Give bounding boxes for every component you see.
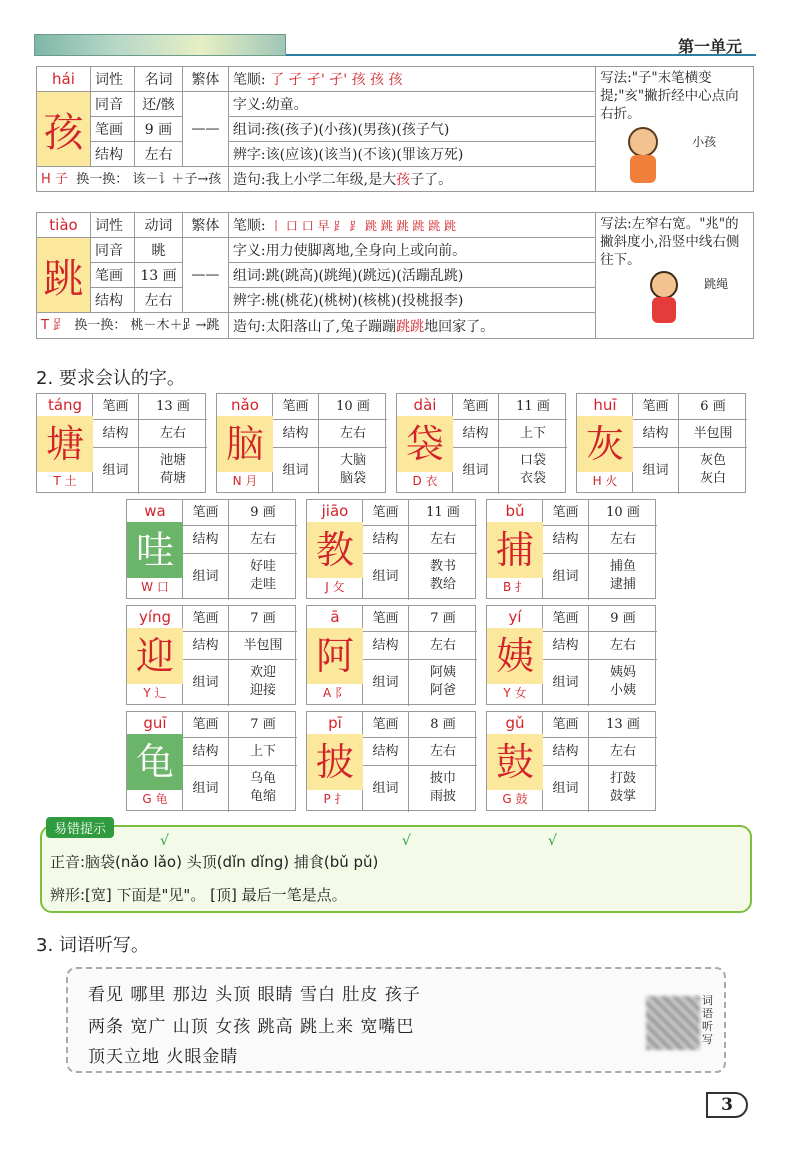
card-index [577, 470, 633, 492]
card-label: 结构 [543, 632, 589, 659]
card-label: 组词 [543, 554, 589, 600]
card-pinyin: guī [143, 714, 167, 732]
card-row-strokes [363, 712, 477, 738]
index-letter: T [41, 318, 49, 333]
card-pinyin: yíng [138, 608, 172, 626]
card-row-words [453, 448, 567, 494]
card-index [307, 682, 363, 704]
card-label: 笔画 [543, 712, 589, 737]
dictation-line: 两条 宽广 山顶 女孩 跳高 跳上来 宽嘴巴 [88, 1017, 415, 1037]
card-left [487, 712, 543, 810]
char-table-tiao [36, 212, 754, 339]
word-group: 组词:跳(跳高)(跳绳)(跳远)(活蹦乱跳) [228, 263, 595, 288]
card-left [577, 394, 633, 492]
sentence: 造句:太阳落山了,兔子蹦蹦 [232, 318, 397, 335]
stroke-order: 了 孑 孑' 孑' 孩 孩 孩 [270, 72, 403, 88]
card-value: 左右 [159, 426, 186, 441]
card-row-strokes [453, 394, 567, 420]
memory-rule: 桃－木＋𧾷→跳 [130, 318, 220, 333]
memory-label: 换一换： [76, 171, 129, 187]
char-card [396, 393, 566, 493]
shape-tip: 辨形:[宽] 下面是"见"。 [顶] 最后一笔是点。 [50, 886, 347, 904]
card-index-radical: 火 [605, 474, 618, 488]
card-character: 龟 [127, 734, 183, 790]
card-character: 袋 [397, 416, 453, 472]
card-row-strokes [543, 606, 657, 632]
card-index-letter: N [232, 474, 242, 488]
card-left [397, 394, 453, 492]
char-card [576, 393, 746, 493]
writing-tip: 写法:左窄右宽。"兆"的撇斜度小,沿竖中线右侧往下。 [600, 216, 740, 268]
qr-label: 词语听写 [702, 994, 713, 1046]
card-value: 口袋 衣袋 [519, 453, 546, 486]
card-value: 7 画 [250, 717, 276, 732]
card-row-structure [543, 738, 657, 766]
card-label: 组词 [183, 660, 229, 706]
card-value: 10 画 [336, 399, 370, 414]
card-index-letter: H [592, 474, 602, 488]
card-row-structure [633, 420, 747, 448]
card-row-words [183, 660, 297, 706]
card-index-letter: T [53, 474, 61, 488]
card-label: 笔画 [183, 712, 229, 737]
card-row-strokes [633, 394, 747, 420]
card-label: 笔画 [183, 500, 229, 525]
card-value: 上下 [519, 426, 546, 441]
label: 笔顺: [232, 218, 266, 234]
section-title-dictation: 3. 词语听写。 [36, 935, 149, 956]
pronunciation-tip: 正音:脑袋(nǎo lǎo) 头顶(dǐn dǐng) 捕食(bǔ pǔ) [50, 853, 379, 871]
card-label: 组词 [273, 448, 319, 494]
card-row-words [183, 554, 297, 600]
card-value: 左右 [429, 744, 456, 759]
stroke-order: 丨 口 口 早 ⻊ ⻊ 跳 跳 跳 跳 跳 跳 [270, 219, 457, 233]
card-pinyin: pī [328, 714, 342, 732]
distinguish: 辨字:该(应该)(该当)(不该)(罪该万死) [228, 142, 595, 167]
card-index-letter: D [412, 474, 422, 488]
card-label: 笔画 [633, 394, 679, 419]
card-value: 半包围 [693, 426, 733, 441]
card-label: 结构 [273, 420, 319, 447]
card-label: 结构 [543, 738, 589, 765]
big-character: 跳 [37, 238, 91, 313]
card-row-words [543, 554, 657, 600]
card-index-radical: 扌 [515, 580, 528, 594]
label: 词性 [90, 213, 134, 238]
check-mark: √ [548, 833, 557, 849]
card-row-structure [363, 632, 477, 660]
card-value: 左右 [339, 426, 366, 441]
card-index-letter: J [325, 580, 329, 594]
card-index-letter: P [323, 792, 331, 806]
card-row-strokes [363, 606, 477, 632]
card-character: 迎 [127, 628, 183, 684]
index-radical: 𧾷 [53, 318, 67, 333]
card-index-radical: 衣 [425, 474, 438, 488]
card-index [127, 682, 183, 704]
card-row-structure [93, 420, 207, 448]
card-label: 结构 [453, 420, 499, 447]
label: 笔画 [90, 117, 134, 142]
card-index-radical: 鼓 [515, 792, 528, 806]
value: 左右 [134, 142, 182, 167]
card-row-strokes [183, 712, 297, 738]
card-label: 组词 [633, 448, 679, 494]
writing-note [596, 213, 754, 339]
card-value: 左右 [609, 638, 636, 653]
card-label: 笔画 [543, 500, 589, 525]
value: 眺 [134, 238, 182, 263]
card-row-words [363, 660, 477, 706]
card-label: 结构 [633, 420, 679, 447]
section-title-recognize: 2. 要求会认的字。 [36, 368, 185, 389]
card-value: 大脑 脑袋 [339, 453, 366, 486]
card-index [307, 788, 363, 810]
card-row-structure [273, 420, 387, 448]
card-character: 阿 [307, 628, 363, 684]
card-row-words [93, 448, 207, 494]
char-card [306, 711, 476, 811]
card-character: 姨 [487, 628, 543, 684]
memory-tip [37, 313, 229, 339]
card-pinyin: huī [593, 396, 617, 414]
card-value: 13 画 [606, 717, 640, 732]
card-index [487, 576, 543, 598]
card-label: 结构 [363, 632, 409, 659]
card-pinyin: dài [413, 396, 437, 414]
card-index-radical: 女 [514, 686, 527, 700]
card-index [397, 470, 453, 492]
char-card [126, 605, 296, 705]
card-label: 笔画 [363, 500, 409, 525]
label: 笔顺: [232, 72, 266, 88]
card-row-structure [363, 526, 477, 554]
card-row-words [633, 448, 747, 494]
card-value: 左右 [609, 532, 636, 547]
card-index-letter: A [322, 686, 332, 700]
big-character: 孩 [37, 92, 91, 167]
card-value: 左右 [249, 532, 276, 547]
card-row-structure [543, 632, 657, 660]
label: 结构 [90, 288, 134, 313]
card-index-radical: 土 [64, 474, 77, 488]
card-value: 披巾 雨披 [429, 771, 456, 804]
page-number: 3 [706, 1092, 748, 1118]
card-index-radical: 龟 [155, 792, 168, 806]
card-value: 11 画 [426, 505, 460, 520]
index-letter: H [41, 171, 51, 187]
card-index-letter: G [142, 792, 152, 806]
value: 13 画 [134, 263, 182, 288]
card-value: 左右 [429, 638, 456, 653]
picture-caption: 跳绳 [704, 277, 729, 291]
unit-title: 第一单元 [677, 37, 742, 56]
card-row-structure [543, 526, 657, 554]
card-index-letter: B [502, 580, 512, 594]
card-label: 组词 [453, 448, 499, 494]
qr-code[interactable] [646, 996, 700, 1050]
label: 笔画 [90, 263, 134, 288]
card-index-radical: 月 [245, 474, 258, 488]
card-value: 好哇 走哇 [249, 559, 276, 592]
char-card [306, 605, 476, 705]
child-body-illustration [630, 155, 656, 183]
card-label: 笔画 [363, 712, 409, 737]
card-left [307, 606, 363, 704]
card-index [37, 470, 93, 492]
card-row-strokes [363, 500, 477, 526]
value: 名词 [134, 67, 182, 92]
picture-caption: 小孩 [692, 135, 717, 149]
child-illustration [628, 127, 658, 157]
card-value: 捕鱼 逮捕 [609, 559, 636, 592]
pinyin: tiào [37, 213, 91, 238]
card-label: 组词 [363, 554, 409, 600]
card-index-radical: 辶 [154, 686, 167, 700]
card-row-strokes [93, 394, 207, 420]
card-label: 结构 [183, 526, 229, 553]
distinguish: 辨字:桃(桃花)(桃树)(核桃)(投桃报李) [228, 288, 595, 313]
card-value: 13 画 [156, 399, 190, 414]
card-row-structure [183, 738, 297, 766]
card-pinyin: wa [144, 502, 166, 520]
card-pinyin: yí [508, 608, 522, 626]
card-pinyin: bǔ [505, 502, 525, 520]
card-left [487, 606, 543, 704]
meaning: 字义:幼童。 [228, 92, 595, 117]
card-character: 教 [307, 522, 363, 578]
card-row-strokes [183, 606, 297, 632]
card-label: 笔画 [453, 394, 499, 419]
card-index-radical: 阝 [335, 686, 348, 700]
card-row-words [363, 766, 477, 812]
card-pinyin: ā [330, 608, 340, 626]
sentence-end: 地回家了。 [424, 318, 495, 335]
card-index-letter: G [502, 792, 512, 806]
memory-label: 换一换： [74, 318, 127, 333]
card-character: 披 [307, 734, 363, 790]
card-value: 9 画 [250, 505, 276, 520]
card-label: 结构 [363, 526, 409, 553]
card-value: 8 画 [430, 717, 456, 732]
card-left [127, 500, 183, 598]
card-index [127, 576, 183, 598]
char-card [216, 393, 386, 493]
card-index-radical: 扌 [334, 792, 347, 806]
card-pinyin: gǔ [505, 714, 525, 732]
memory-rule: 该－讠＋子→孩 [132, 171, 222, 187]
card-character: 哇 [127, 522, 183, 578]
girl-body-illustration [652, 297, 676, 323]
card-row-words [543, 766, 657, 812]
card-left [217, 394, 273, 492]
card-row-strokes [183, 500, 297, 526]
card-pinyin: jiāo [321, 502, 349, 520]
card-label: 结构 [93, 420, 139, 447]
card-left [127, 712, 183, 810]
card-left [127, 606, 183, 704]
meaning: 字义:用力使脚离地,全身向上或向前。 [228, 238, 595, 263]
char-card [306, 499, 476, 599]
value: —— [182, 238, 228, 313]
card-index [217, 470, 273, 492]
writing-tip: 写法:"子"末笔横变提;"亥"撇折经中心点向右折。 [600, 70, 739, 122]
value: 左右 [134, 288, 182, 313]
card-label: 组词 [363, 766, 409, 812]
label: 同音 [90, 92, 134, 117]
girl-illustration [650, 271, 678, 299]
card-index-letter: W [141, 580, 154, 594]
label: 词性 [90, 67, 134, 92]
card-left [487, 500, 543, 598]
sentence-highlight: 孩 [396, 172, 411, 188]
card-label: 结构 [543, 526, 589, 553]
index-radical: 子 [54, 171, 68, 187]
sentence: 造句:我上小学二年级,是大 [232, 172, 397, 188]
card-label: 结构 [183, 632, 229, 659]
card-index-radical: 口 [156, 580, 169, 594]
card-value: 7 画 [430, 611, 456, 626]
card-left [37, 394, 93, 492]
char-card [126, 499, 296, 599]
card-index-letter: Y [503, 686, 511, 700]
char-card [486, 605, 656, 705]
card-row-words [183, 766, 297, 812]
card-left [307, 712, 363, 810]
sentence-highlight: 跳跳 [396, 318, 425, 335]
card-value: 半包围 [243, 638, 283, 653]
card-label: 组词 [543, 660, 589, 706]
card-index [487, 682, 543, 704]
card-row-strokes [543, 712, 657, 738]
card-label: 组词 [183, 766, 229, 812]
value: 动词 [134, 213, 182, 238]
card-character: 鼓 [487, 734, 543, 790]
card-value: 左右 [609, 744, 636, 759]
card-value: 阿姨 阿爸 [429, 665, 456, 698]
card-label: 笔画 [363, 606, 409, 631]
header-banner-image [34, 34, 286, 56]
card-character: 脑 [217, 416, 273, 472]
card-index [307, 576, 363, 598]
card-label: 笔画 [543, 606, 589, 631]
card-label: 组词 [93, 448, 139, 494]
card-index-radical: 攵 [332, 580, 345, 594]
card-label: 组词 [543, 766, 589, 812]
card-row-words [273, 448, 387, 494]
dictation-line: 看见 哪里 那边 头顶 眼睛 雪白 肚皮 孩子 [88, 985, 421, 1005]
card-value: 打鼓 鼓掌 [609, 771, 636, 804]
card-value: 乌龟 龟缩 [249, 771, 276, 804]
dictation-line: 顶天立地 火眼金睛 [88, 1047, 239, 1067]
card-row-structure [183, 526, 297, 554]
label: 同音 [90, 238, 134, 263]
char-card [36, 393, 206, 493]
card-character: 捕 [487, 522, 543, 578]
memory-tip [37, 167, 229, 192]
card-row-structure [453, 420, 567, 448]
value: 9 画 [134, 117, 182, 142]
card-left [307, 500, 363, 598]
label: 繁体 [182, 213, 228, 238]
card-row-structure [363, 738, 477, 766]
card-character: 灰 [577, 416, 633, 472]
card-value: 欢迎 迎接 [249, 665, 276, 698]
sentence-end: 子了。 [410, 172, 453, 188]
card-index [487, 788, 543, 810]
char-table-hai [36, 66, 754, 192]
card-index-letter: Y [143, 686, 151, 700]
card-row-strokes [543, 500, 657, 526]
card-label: 笔画 [183, 606, 229, 631]
card-label: 结构 [363, 738, 409, 765]
card-row-words [543, 660, 657, 706]
word-group: 组词:孩(孩子)(小孩)(男孩)(孩子气) [228, 117, 595, 142]
card-value: 7 画 [250, 611, 276, 626]
writing-note [596, 67, 754, 192]
card-value: 教书 教给 [429, 559, 456, 592]
card-label: 笔画 [93, 394, 139, 419]
card-label: 组词 [363, 660, 409, 706]
card-value: 池塘 荷塘 [159, 453, 186, 486]
tip-tag: 易错提示 [46, 817, 114, 838]
card-row-words [363, 554, 477, 600]
card-label: 组词 [183, 554, 229, 600]
pinyin: hái [37, 67, 91, 92]
char-card [126, 711, 296, 811]
card-value: 9 画 [610, 611, 636, 626]
char-card [486, 711, 656, 811]
value: —— [182, 92, 228, 167]
check-mark: √ [160, 833, 169, 849]
card-value: 10 画 [606, 505, 640, 520]
card-value: 上下 [249, 744, 276, 759]
label: 结构 [90, 142, 134, 167]
card-value: 灰色 灰白 [699, 453, 726, 486]
card-row-structure [183, 632, 297, 660]
card-row-strokes [273, 394, 387, 420]
char-card [486, 499, 656, 599]
card-value: 左右 [429, 532, 456, 547]
card-value: 6 画 [700, 399, 726, 414]
card-character: 塘 [37, 416, 93, 472]
card-label: 结构 [183, 738, 229, 765]
card-value: 姨妈 小姨 [609, 665, 636, 698]
card-pinyin: táng [47, 396, 83, 414]
card-pinyin: nǎo [231, 396, 259, 414]
card-index [127, 788, 183, 810]
card-label: 笔画 [273, 394, 319, 419]
card-value: 11 画 [516, 399, 550, 414]
label: 繁体 [182, 67, 228, 92]
check-mark: √ [402, 833, 411, 849]
value: 还/骸 [134, 92, 182, 117]
